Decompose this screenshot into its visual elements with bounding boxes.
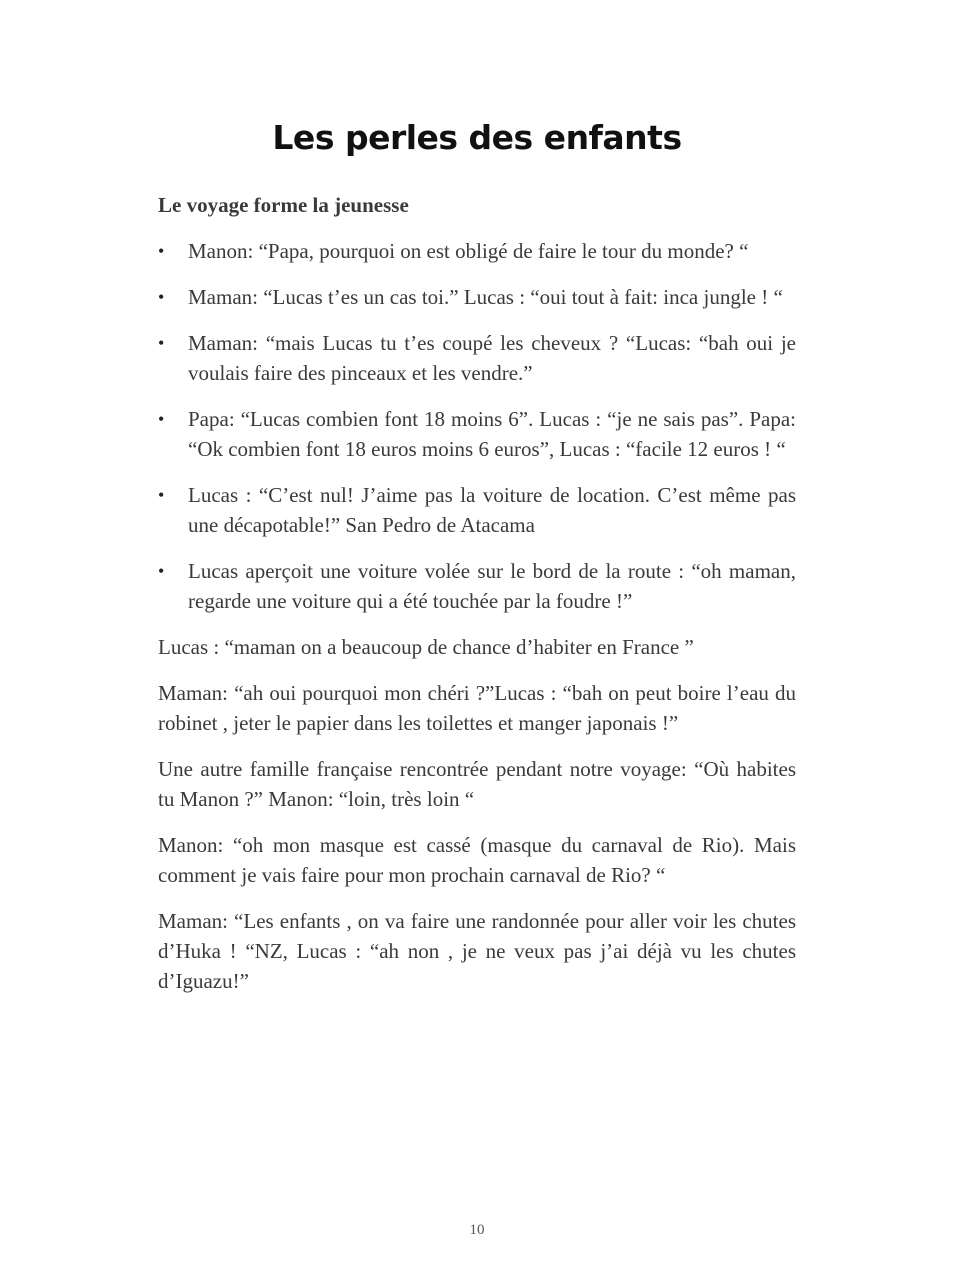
bullet-icon: • [158,409,165,429]
paragraph: Lucas : “maman on a beaucoup de chance d’habiter en France ” [158,635,694,659]
bullet-text: Papa: “Lucas combien font 18 moins 6”. Lucas : “je ne sais pas”. Papa: “Ok combien font 18 euros moins 6 euros”, Lucas : “facile 12 euros ! “ [188,407,796,461]
bullet-icon: • [158,241,165,261]
quote-bullet-list [158,236,796,616]
bullet-text: Maman: “Lucas t’es un cas toi.” Lucas : “oui tout à fait: inca jungle ! “ [188,285,783,309]
paragraph: Maman: “ah oui pourquoi mon chéri ?”Lucas : “bah on peut boire l’eau du robinet , jeter le papier dans les toilettes et manger japonais !” [158,681,796,735]
bullet-item [158,480,796,540]
bullet-item [158,556,796,616]
bullet-text: Maman: “mais Lucas tu t’es coupé les cheveux ? “Lucas: “bah oui je voulais faire des pinceaux et les vendre.” [188,331,796,385]
bullet-text: Manon: “Papa, pourquoi on est obligé de faire le tour du monde? “ [188,239,749,263]
page-title: Les perles des enfants [272,118,682,157]
bullet-text: Lucas : “C’est nul! J’aime pas la voiture de location. C’est même pas une décapotable!” San Pedro de Atacama [188,483,796,537]
page-content [158,190,796,1012]
paragraph: Manon: “oh mon masque est cassé (masque du carnaval de Rio). Mais comment je vais faire pour mon prochain carnaval de Rio? “ [158,833,796,887]
page-number: 10 [469,1222,485,1238]
paragraph: Une autre famille française rencontrée pendant notre voyage: “Où habites tu Manon ?” Manon: “loin, très loin “ [158,757,796,811]
section-subtitle: Le voyage forme la jeunesse [158,193,409,217]
bullet-text: Lucas aperçoit une voiture volée sur le bord de la route : “oh maman, regarde une voiture qui a été touchée par la foudre !” [188,559,796,613]
bullet-icon: • [158,287,165,307]
bullet-item [158,282,796,312]
bullet-icon: • [158,561,165,581]
bullet-item [158,328,796,388]
bullet-item [158,236,796,266]
bullet-icon: • [158,485,165,505]
paragraph: Maman: “Les enfants , on va faire une randonnée pour aller voir les chutes d’Huka ! “NZ, Lucas : “ah non , je ne veux pas j’ai déjà vu les chutes d’Iguazu!” [158,909,796,993]
bullet-icon: • [158,333,165,353]
bullet-item [158,404,796,464]
